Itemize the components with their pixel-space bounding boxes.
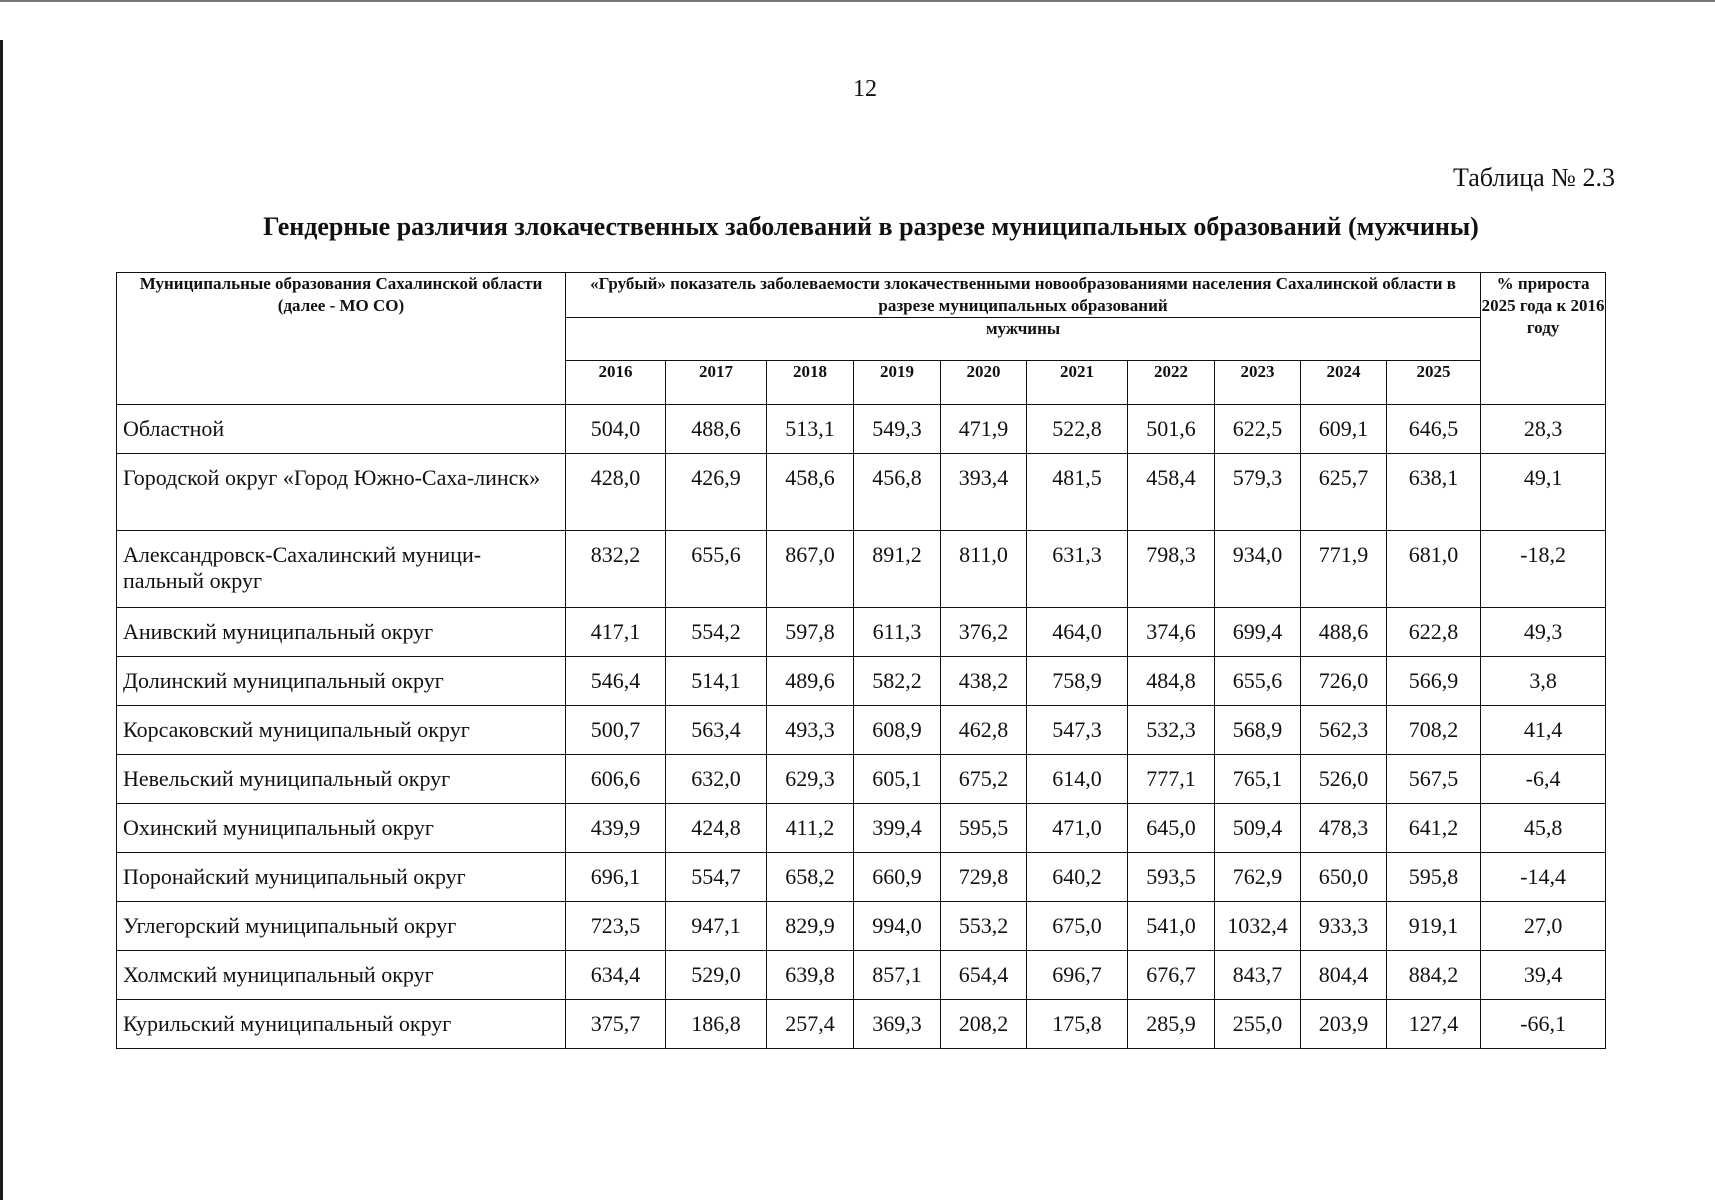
incidence-value: 758,9	[1027, 657, 1128, 706]
incidence-value: 675,0	[1027, 902, 1128, 951]
incidence-value: 563,4	[666, 706, 767, 755]
incidence-value: 605,1	[854, 755, 941, 804]
incidence-value: 798,3	[1128, 531, 1215, 608]
incidence-value: 625,7	[1301, 454, 1387, 531]
incidence-value: 699,4	[1215, 608, 1301, 657]
incidence-value: 175,8	[1027, 1000, 1128, 1049]
incidence-value: 186,8	[666, 1000, 767, 1049]
table-row	[117, 755, 1606, 804]
incidence-value: 676,7	[1128, 951, 1215, 1000]
incidence-value: 566,9	[1387, 657, 1481, 706]
header-year: 2021	[1027, 361, 1128, 405]
incidence-value: 376,2	[941, 608, 1027, 657]
incidence-value: 645,0	[1128, 804, 1215, 853]
incidence-value: 884,2	[1387, 951, 1481, 1000]
incidence-value: 804,4	[1301, 951, 1387, 1000]
incidence-value: 811,0	[941, 531, 1027, 608]
incidence-value: 255,0	[1215, 1000, 1301, 1049]
incidence-value: 593,5	[1128, 853, 1215, 902]
municipality-name: Поронайский муниципальный округ	[117, 853, 566, 902]
incidence-value: 501,6	[1128, 405, 1215, 454]
incidence-value: 726,0	[1301, 657, 1387, 706]
incidence-value: 933,3	[1301, 902, 1387, 951]
incidence-value: 723,5	[566, 902, 666, 951]
incidence-value: 399,4	[854, 804, 941, 853]
header-men: мужчины	[566, 318, 1481, 361]
incidence-value: 426,9	[666, 454, 767, 531]
header-year: 2016	[566, 361, 666, 405]
incidence-value: 597,8	[767, 608, 854, 657]
incidence-value: 614,0	[1027, 755, 1128, 804]
growth-value: -18,2	[1481, 531, 1606, 608]
incidence-value: 696,7	[1027, 951, 1128, 1000]
incidence-value: 660,9	[854, 853, 941, 902]
incidence-value: 650,0	[1301, 853, 1387, 902]
incidence-value: 658,2	[767, 853, 854, 902]
incidence-value: 369,3	[854, 1000, 941, 1049]
table-row	[117, 405, 1606, 454]
table-row	[117, 1000, 1606, 1049]
incidence-value: 994,0	[854, 902, 941, 951]
table-row	[117, 902, 1606, 951]
document-title: Гендерные различия злокачественных заболеваний в разрезе муниципальных образований (мужчины)	[263, 212, 1479, 241]
municipality-name: Анивский муниципальный округ	[117, 608, 566, 657]
incidence-value: 562,3	[1301, 706, 1387, 755]
municipality-name: Углегорский муниципальный округ	[117, 902, 566, 951]
incidence-value: 257,4	[767, 1000, 854, 1049]
incidence-value: 456,8	[854, 454, 941, 531]
incidence-value: 489,6	[767, 657, 854, 706]
incidence-value: 554,2	[666, 608, 767, 657]
header-growth: % прироста 2025 года к 2016 году	[1481, 273, 1606, 405]
municipality-name: Курильский муниципальный округ	[117, 1000, 566, 1049]
incidence-value: 428,0	[566, 454, 666, 531]
incidence-value: 127,4	[1387, 1000, 1481, 1049]
incidence-value: 478,3	[1301, 804, 1387, 853]
municipality-name: Невельский муниципальный округ	[117, 755, 566, 804]
growth-value: 27,0	[1481, 902, 1606, 951]
incidence-value: 549,3	[854, 405, 941, 454]
municipality-name: Александровск-Сахалинский муници-пальный округ	[117, 531, 566, 608]
incidence-value: 504,0	[566, 405, 666, 454]
incidence-value: 393,4	[941, 454, 1027, 531]
growth-value: 49,3	[1481, 608, 1606, 657]
municipality-name: Холмский муниципальный округ	[117, 951, 566, 1000]
table-row	[117, 804, 1606, 853]
incidence-value: 629,3	[767, 755, 854, 804]
incidence-value: 606,6	[566, 755, 666, 804]
incidence-value: 529,0	[666, 951, 767, 1000]
incidence-value: 639,8	[767, 951, 854, 1000]
growth-value: -14,4	[1481, 853, 1606, 902]
incidence-value: 634,4	[566, 951, 666, 1000]
incidence-value: 640,2	[1027, 853, 1128, 902]
incidence-value: 696,1	[566, 853, 666, 902]
header-indicator: «Грубый» показатель заболеваемости злокачественными новообразованиями населения Сахалинской области в разрезе муниципальных образований	[566, 273, 1481, 318]
incidence-value: 547,3	[1027, 706, 1128, 755]
municipality-name: Городской округ «Город Южно-Саха-линск»	[117, 454, 566, 531]
incidence-value: 843,7	[1215, 951, 1301, 1000]
incidence-value: 513,1	[767, 405, 854, 454]
incidence-value: 514,1	[666, 657, 767, 706]
header-municipality: Муниципальные образования Сахалинской области (далее - МО СО)	[117, 273, 566, 405]
scan-left-edge	[0, 40, 3, 1200]
header-year: 2020	[941, 361, 1027, 405]
page-number: 12	[853, 76, 877, 102]
growth-value: -6,4	[1481, 755, 1606, 804]
municipality-name: Областной	[117, 405, 566, 454]
incidence-value: 777,1	[1128, 755, 1215, 804]
header-year: 2025	[1387, 361, 1481, 405]
incidence-value: 546,4	[566, 657, 666, 706]
incidence-value: 595,5	[941, 804, 1027, 853]
growth-value: -66,1	[1481, 1000, 1606, 1049]
table-row	[117, 853, 1606, 902]
header-year: 2022	[1128, 361, 1215, 405]
incidence-value: 832,2	[566, 531, 666, 608]
incidence-value: 438,2	[941, 657, 1027, 706]
incidence-value: 891,2	[854, 531, 941, 608]
table-label: Таблица № 2.3	[1452, 163, 1615, 192]
incidence-value: 771,9	[1301, 531, 1387, 608]
header-year: 2017	[666, 361, 767, 405]
incidence-value: 493,3	[767, 706, 854, 755]
incidence-value: 1032,4	[1215, 902, 1301, 951]
incidence-value: 462,8	[941, 706, 1027, 755]
growth-value: 39,4	[1481, 951, 1606, 1000]
incidence-value: 203,9	[1301, 1000, 1387, 1049]
incidence-value: 641,2	[1387, 804, 1481, 853]
incidence-value: 488,6	[666, 405, 767, 454]
incidence-value: 582,2	[854, 657, 941, 706]
incidence-value: 471,0	[1027, 804, 1128, 853]
incidence-value: 553,2	[941, 902, 1027, 951]
incidence-value: 708,2	[1387, 706, 1481, 755]
incidence-value: 608,9	[854, 706, 941, 755]
incidence-value: 488,6	[1301, 608, 1387, 657]
growth-value: 49,1	[1481, 454, 1606, 531]
incidence-value: 762,9	[1215, 853, 1301, 902]
incidence-value: 481,5	[1027, 454, 1128, 531]
incidence-value: 622,8	[1387, 608, 1481, 657]
incidence-value: 632,0	[666, 755, 767, 804]
incidence-table	[116, 272, 1606, 1049]
incidence-value: 646,5	[1387, 405, 1481, 454]
table-row	[117, 951, 1606, 1000]
incidence-value: 638,1	[1387, 454, 1481, 531]
scan-top-edge	[0, 0, 1715, 2]
table-body	[117, 405, 1606, 1049]
incidence-value: 631,3	[1027, 531, 1128, 608]
table-row	[117, 454, 1606, 531]
incidence-value: 567,5	[1387, 755, 1481, 804]
header-year: 2019	[854, 361, 941, 405]
incidence-value: 411,2	[767, 804, 854, 853]
table-row	[117, 706, 1606, 755]
incidence-value: 417,1	[566, 608, 666, 657]
incidence-value: 285,9	[1128, 1000, 1215, 1049]
table-row	[117, 657, 1606, 706]
incidence-value: 857,1	[854, 951, 941, 1000]
incidence-value: 471,9	[941, 405, 1027, 454]
growth-value: 45,8	[1481, 804, 1606, 853]
incidence-value: 609,1	[1301, 405, 1387, 454]
incidence-value: 675,2	[941, 755, 1027, 804]
municipality-name: Охинский муниципальный округ	[117, 804, 566, 853]
table-header	[117, 273, 1606, 405]
incidence-value: 541,0	[1128, 902, 1215, 951]
table-row	[117, 531, 1606, 608]
incidence-value: 947,1	[666, 902, 767, 951]
municipality-name: Долинский муниципальный округ	[117, 657, 566, 706]
header-year: 2024	[1301, 361, 1387, 405]
incidence-value: 934,0	[1215, 531, 1301, 608]
incidence-value: 532,3	[1128, 706, 1215, 755]
incidence-value: 829,9	[767, 902, 854, 951]
incidence-value: 375,7	[566, 1000, 666, 1049]
incidence-value: 374,6	[1128, 608, 1215, 657]
incidence-value: 458,4	[1128, 454, 1215, 531]
incidence-value: 867,0	[767, 531, 854, 608]
incidence-value: 681,0	[1387, 531, 1481, 608]
incidence-value: 424,8	[666, 804, 767, 853]
incidence-value: 765,1	[1215, 755, 1301, 804]
incidence-value: 464,0	[1027, 608, 1128, 657]
incidence-value: 729,8	[941, 853, 1027, 902]
header-year: 2023	[1215, 361, 1301, 405]
incidence-value: 655,6	[1215, 657, 1301, 706]
incidence-value: 439,9	[566, 804, 666, 853]
growth-value: 28,3	[1481, 405, 1606, 454]
incidence-value: 568,9	[1215, 706, 1301, 755]
incidence-value: 509,4	[1215, 804, 1301, 853]
incidence-value: 611,3	[854, 608, 941, 657]
header-year: 2018	[767, 361, 854, 405]
incidence-value: 554,7	[666, 853, 767, 902]
incidence-value: 655,6	[666, 531, 767, 608]
incidence-value: 622,5	[1215, 405, 1301, 454]
municipality-name: Корсаковский муниципальный округ	[117, 706, 566, 755]
table-row	[117, 608, 1606, 657]
incidence-value: 458,6	[767, 454, 854, 531]
growth-value: 3,8	[1481, 657, 1606, 706]
incidence-value: 208,2	[941, 1000, 1027, 1049]
incidence-value: 595,8	[1387, 853, 1481, 902]
incidence-value: 654,4	[941, 951, 1027, 1000]
incidence-value: 522,8	[1027, 405, 1128, 454]
incidence-value: 919,1	[1387, 902, 1481, 951]
incidence-value: 526,0	[1301, 755, 1387, 804]
growth-value: 41,4	[1481, 706, 1606, 755]
incidence-value: 484,8	[1128, 657, 1215, 706]
incidence-value: 500,7	[566, 706, 666, 755]
incidence-value: 579,3	[1215, 454, 1301, 531]
